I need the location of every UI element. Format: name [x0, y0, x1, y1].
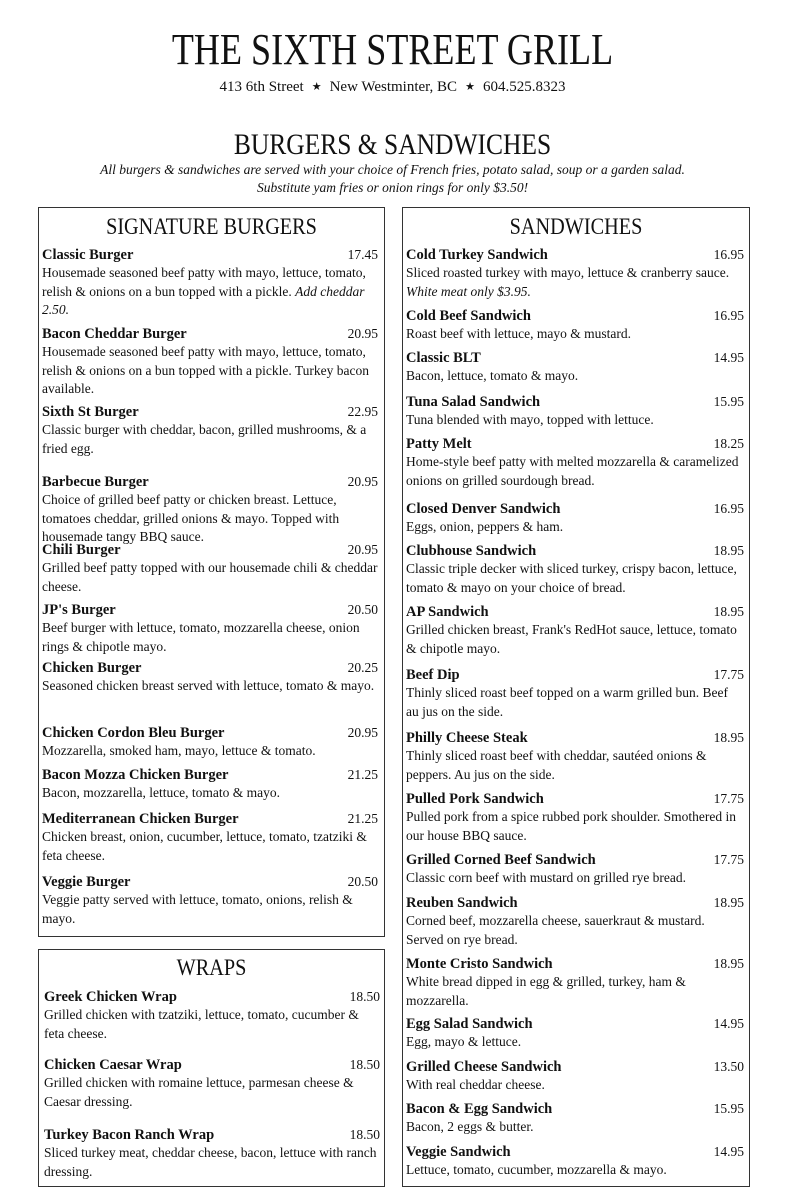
menu-item-description	[42, 343, 378, 399]
menu-item-price: 21.25	[347, 767, 378, 782]
menu-item-description	[406, 808, 744, 845]
menu-item-description	[406, 973, 744, 1010]
menu-item-description	[406, 912, 744, 949]
menu-item-header	[42, 541, 378, 559]
menu-item-description-text: Grilled chicken with tzatziki, lettuce, tomato, cucumber & feta cheese.	[44, 1007, 359, 1041]
menu-item-price: 18.95	[713, 543, 744, 558]
star-icon: ★	[465, 81, 475, 93]
menu-item	[406, 393, 744, 430]
menu-item-header	[406, 729, 744, 747]
menu-item-description-text: Lettuce, tomato, cucumber, mozzarella & mayo.	[406, 1162, 667, 1177]
menu-item-description-text: Classic triple decker with sliced turkey, crispy bacon, lettuce, tomato & mayo on your choice of bread.	[406, 561, 737, 595]
menu-item-price: 17.75	[713, 667, 744, 682]
menu-item-header	[42, 601, 378, 619]
menu-item	[406, 1058, 744, 1095]
menu-item-description-text: Corned beef, mozzarella cheese, sauerkraut & mustard. Served on rye bread.	[406, 913, 705, 947]
menu-item-description-text: White bread dipped in egg & grilled, turkey, ham & mozzarella.	[406, 974, 686, 1008]
menu-item-name: Veggie Burger	[42, 874, 131, 890]
menu-item-price: 18.50	[349, 1127, 380, 1142]
menu-item-description-text: Grilled beef patty topped with our housemade chili & cheddar cheese.	[42, 560, 378, 594]
menu-item-name: Patty Melt	[406, 436, 472, 452]
menu-item	[44, 1056, 380, 1111]
menu-item	[44, 1126, 380, 1181]
menu-item-description-text: Egg, mayo & lettuce.	[406, 1034, 522, 1049]
menu-item-description-text: Eggs, onion, peppers & ham.	[406, 519, 564, 534]
wraps-heading: WRAPS	[176, 955, 247, 980]
menu-item-name: Clubhouse Sandwich	[406, 543, 537, 559]
menu-item-description	[44, 1006, 380, 1043]
menu-item	[42, 473, 378, 547]
menu-item-description-text: Classic burger with cheddar, bacon, grilled mushrooms, & a fried egg.	[42, 422, 367, 456]
menu-item-description-text: Bacon, 2 eggs & butter.	[406, 1119, 534, 1134]
menu-item	[42, 724, 378, 761]
menu-item-name: Grilled Cheese Sandwich	[406, 1059, 562, 1075]
menu-item-name: Classic BLT	[406, 350, 481, 366]
street-address: 413 6th Street	[219, 79, 304, 95]
menu-item-price: 13.50	[713, 1059, 744, 1074]
menu-item-description	[42, 619, 378, 656]
menu-item-description-text: Choice of grilled beef patty or chicken breast. Lettuce, tomatoes cheddar, grilled onions & mayo. Topped with housemade tangy BBQ sauce.	[42, 492, 340, 544]
menu-item-name: Chicken Caesar Wrap	[44, 1057, 182, 1073]
menu-item-description	[406, 1118, 744, 1137]
menu-item-name: Turkey Bacon Ranch Wrap	[44, 1127, 215, 1143]
menu-item-name: Closed Denver Sandwich	[406, 501, 561, 517]
menu-item-header	[406, 955, 744, 973]
menu-item	[42, 766, 378, 803]
menu-item	[406, 349, 744, 386]
menu-item	[406, 542, 744, 597]
menu-item-price: 18.95	[713, 956, 744, 971]
menu-item-description-text: Chicken breast, onion, cucumber, lettuce, tomato, tzatziki & feta cheese.	[42, 829, 367, 863]
menu-item-name: Cold Turkey Sandwich	[406, 247, 548, 263]
menu-item-price: 14.95	[713, 1016, 744, 1031]
menu-item	[406, 246, 744, 301]
menu-item-description	[42, 491, 378, 547]
menu-item-description-text: Housemade seasoned beef patty with mayo, lettuce, tomato, relish & onions on a bun topped with a pickle. Turkey bacon available.	[42, 344, 369, 396]
menu-item-header	[406, 542, 744, 560]
menu-item-name: Chili Burger	[42, 542, 121, 558]
menu-item-name: Grilled Corned Beef Sandwich	[406, 852, 596, 868]
menu-item	[406, 790, 744, 845]
menu-item-description	[406, 684, 744, 721]
menu-item-description-text: Bacon, lettuce, tomato & mayo.	[406, 368, 579, 383]
menu-item-header	[406, 894, 744, 912]
menu-item-description	[44, 1074, 380, 1111]
menu-item-description	[406, 560, 744, 597]
menu-item-name: Bacon Mozza Chicken Burger	[42, 767, 229, 783]
menu-item	[406, 894, 744, 949]
menu-item-name: Mediterranean Chicken Burger	[42, 811, 239, 827]
menu-item	[406, 666, 744, 721]
menu-item-name: Bacon & Egg Sandwich	[406, 1101, 553, 1117]
menu-item-header	[406, 307, 744, 325]
menu-item-description-text: Roast beef with lettuce, mayo & mustard.	[406, 326, 631, 341]
menu-item-description-text: Seasoned chicken breast served with lettuce, tomato & mayo.	[42, 678, 375, 693]
menu-item	[406, 603, 744, 658]
menu-item-description-text: Housemade seasoned beef patty with mayo, lettuce, tomato, relish & onions on a bun topped with a pickle.	[42, 265, 366, 299]
menu-item-description-text: With real cheddar cheese.	[406, 1077, 545, 1092]
menu-item-description	[42, 559, 378, 596]
menu-item-price: 14.95	[713, 1144, 744, 1159]
menu-item-name: Egg Salad Sandwich	[406, 1016, 533, 1032]
menu-item	[406, 500, 744, 537]
menu-item-header	[42, 724, 378, 742]
menu-item-header	[406, 435, 744, 453]
menu-item-header	[406, 246, 744, 264]
menu-item-name: Chicken Cordon Bleu Burger	[42, 725, 225, 741]
menu-item	[44, 988, 380, 1043]
menu-item	[42, 403, 378, 458]
menu-item-description	[42, 264, 378, 320]
menu-item-header	[44, 1056, 380, 1074]
menu-item-description	[406, 325, 744, 344]
menu-item-description	[406, 518, 744, 537]
menu-item-description-text: Classic corn beef with mustard on grilled rye bread.	[406, 870, 687, 885]
menu-item-description-text: Veggie patty served with lettuce, tomato, onions, relish & mayo.	[42, 892, 353, 926]
menu-item-name: AP Sandwich	[406, 604, 489, 620]
menu-item-name: Chicken Burger	[42, 660, 142, 676]
address-line	[0, 79, 785, 96]
menu-item-price: 18.95	[713, 730, 744, 745]
menu-item-description	[42, 891, 378, 928]
phone-number: 604.525.8323	[482, 79, 566, 95]
menu-item-description	[406, 1076, 744, 1095]
menu-item-price: 16.95	[713, 247, 744, 262]
menu-item	[42, 325, 378, 399]
menu-item-description-text: Bacon, mozzarella, lettuce, tomato & mayo.	[42, 785, 281, 800]
menu-item-price: 20.95	[347, 725, 378, 740]
menu-item-price: 18.25	[713, 436, 744, 451]
menu-item-header	[44, 1126, 380, 1144]
menu-item-header	[42, 325, 378, 343]
menu-item-header	[44, 988, 380, 1006]
menu-item-header	[406, 1058, 744, 1076]
menu-item-name: Classic Burger	[42, 247, 134, 263]
menu-item-description	[42, 742, 378, 761]
menu-item-description	[406, 1161, 744, 1180]
menu-item-name: Cold Beef Sandwich	[406, 308, 531, 324]
menu-item-header	[42, 473, 378, 491]
menu-item-price: 20.50	[347, 602, 378, 617]
menu-item-description-text: Mozzarella, smoked ham, mayo, lettuce & tomato.	[42, 743, 316, 758]
menu-item	[42, 246, 378, 320]
signature-burgers-heading: SIGNATURE BURGERS	[106, 214, 317, 239]
menu-item-price: 21.25	[347, 811, 378, 826]
menu-item-description	[42, 421, 378, 458]
menu-item-name: Bacon Cheddar Burger	[42, 326, 187, 342]
menu-item-name: JP's Burger	[42, 602, 116, 618]
menu-item	[42, 541, 378, 596]
menu-item-description	[44, 1144, 380, 1181]
menu-item	[42, 659, 378, 696]
menu-item-price: 18.50	[349, 1057, 380, 1072]
menu-item-description-text: Pulled pork from a spice rubbed pork shoulder. Smothered in our house BBQ sauce.	[406, 809, 736, 843]
menu-item-header	[406, 393, 744, 411]
sandwiches-box	[402, 207, 750, 1187]
wraps-box	[38, 949, 385, 1187]
menu-item-price: 16.95	[713, 501, 744, 516]
menu-item-description	[406, 1033, 744, 1052]
menu-item-header	[42, 766, 378, 784]
menu-item-description-text: Sliced turkey meat, cheddar cheese, bacon, lettuce with ranch dressing.	[44, 1145, 377, 1179]
menu-item-price: 17.75	[713, 852, 744, 867]
star-icon: ★	[311, 81, 322, 93]
menu-item-header	[406, 603, 744, 621]
menu-item	[406, 1143, 744, 1180]
restaurant-title: THE SIXTH STREET GRILL	[171, 25, 614, 74]
menu-item-name: Barbecue Burger	[42, 474, 149, 490]
menu-item-header	[406, 666, 744, 684]
menu-item-header	[42, 659, 378, 677]
menu-item	[42, 601, 378, 656]
menu-item-price: 14.95	[713, 350, 744, 365]
menu-item	[42, 810, 378, 865]
menu-item-description	[42, 784, 378, 803]
menu-item-header	[406, 1015, 744, 1033]
menu-item-name: Beef Dip	[406, 667, 460, 683]
menu-item-header	[42, 810, 378, 828]
menu-item	[406, 851, 744, 888]
menu-item	[406, 1100, 744, 1137]
menu-item-header	[42, 403, 378, 421]
menu-item-description-text: Thinly sliced roast beef with cheddar, sautéed onions & peppers. Au jus on the side.	[406, 748, 707, 782]
menu-item-header	[406, 349, 744, 367]
menu-item-price: 15.95	[713, 394, 744, 409]
menu-item-name: Reuben Sandwich	[406, 895, 518, 911]
menu-item-name: Sixth St Burger	[42, 404, 139, 420]
menu-item-price: 22.95	[347, 404, 378, 419]
menu-item-header	[406, 1100, 744, 1118]
menu-item-description	[406, 621, 744, 658]
signature-burgers-box	[38, 207, 385, 937]
menu-item-description	[406, 411, 744, 430]
menu-item-name: Veggie Sandwich	[406, 1144, 511, 1160]
menu-item-header	[406, 851, 744, 869]
menu-item-price: 20.50	[347, 874, 378, 889]
menu-item-description-text: Beef burger with lettuce, tomato, mozzarella cheese, onion rings & chipotle mayo.	[42, 620, 360, 654]
menu-item-description	[42, 677, 378, 696]
menu-item-header	[406, 1143, 744, 1161]
menu-item-name: Pulled Pork Sandwich	[406, 791, 544, 807]
menu-item-price: 17.45	[347, 247, 378, 262]
menu-item-price: 18.95	[713, 604, 744, 619]
menu-item-description	[406, 747, 744, 784]
menu-item-note: White meat only $3.95.	[406, 283, 531, 299]
menu-item	[406, 955, 744, 1010]
menu-item-description	[406, 453, 744, 490]
section-subtitle	[0, 161, 785, 197]
menu-item	[42, 873, 378, 928]
menu-item-name: Monte Cristo Sandwich	[406, 956, 553, 972]
menu-item	[406, 435, 744, 490]
section-title: BURGERS & SANDWICHES	[233, 128, 552, 161]
menu-item-header	[406, 790, 744, 808]
menu-item-name: Greek Chicken Wrap	[44, 989, 177, 1005]
menu-item-price: 15.95	[713, 1101, 744, 1116]
menu-item-description	[406, 264, 744, 301]
subtitle-line-2: Substitute yam fries or onion rings for only $3.50!	[256, 180, 529, 195]
menu-item-description	[406, 869, 744, 888]
menu-item	[406, 729, 744, 784]
menu-item-description-text: Thinly sliced roast beef topped on a warm grilled bun. Beef au jus on the side.	[406, 685, 729, 719]
menu-item-header	[406, 500, 744, 518]
menu-item-name: Tuna Salad Sandwich	[406, 394, 541, 410]
menu-item-description-text: Grilled chicken breast, Frank's RedHot sauce, lettuce, tomato & chipotle mayo.	[406, 622, 737, 656]
menu-item-description-text: Home-style beef patty with melted mozzarella & caramelized onions on grilled sourdough bread.	[406, 454, 739, 488]
menu-item-price: 20.95	[347, 542, 378, 557]
menu-item-description-text: Sliced roasted turkey with mayo, lettuce & cranberry sauce.	[406, 265, 730, 280]
menu-item-price: 18.50	[349, 989, 380, 1004]
subtitle-line-1: All burgers & sandwiches are served with your choice of French fries, potato salad, soup or a garden salad.	[100, 162, 685, 177]
sandwiches-heading: SANDWICHES	[509, 214, 643, 239]
menu-item-description	[42, 828, 378, 865]
menu-item-price: 16.95	[713, 308, 744, 323]
menu-item-description-text: Grilled chicken with romaine lettuce, parmesan cheese & Caesar dressing.	[44, 1075, 354, 1109]
menu-item-price: 18.95	[713, 895, 744, 910]
menu-item-description	[406, 367, 744, 386]
menu-item	[406, 1015, 744, 1052]
menu-item-description-text: Tuna blended with mayo, topped with lettuce.	[406, 412, 654, 427]
menu-item-price: 17.75	[713, 791, 744, 806]
menu-item-price: 20.95	[347, 326, 378, 341]
menu-item	[406, 307, 744, 344]
menu-item-header	[42, 873, 378, 891]
menu-item-header	[42, 246, 378, 264]
menu-item-price: 20.95	[347, 474, 378, 489]
menu-item-note: Add cheddar 2.50.	[42, 283, 365, 317]
city: New Westminter, BC	[329, 79, 458, 95]
menu-item-name: Philly Cheese Steak	[406, 730, 528, 746]
menu-item-price: 20.25	[347, 660, 378, 675]
